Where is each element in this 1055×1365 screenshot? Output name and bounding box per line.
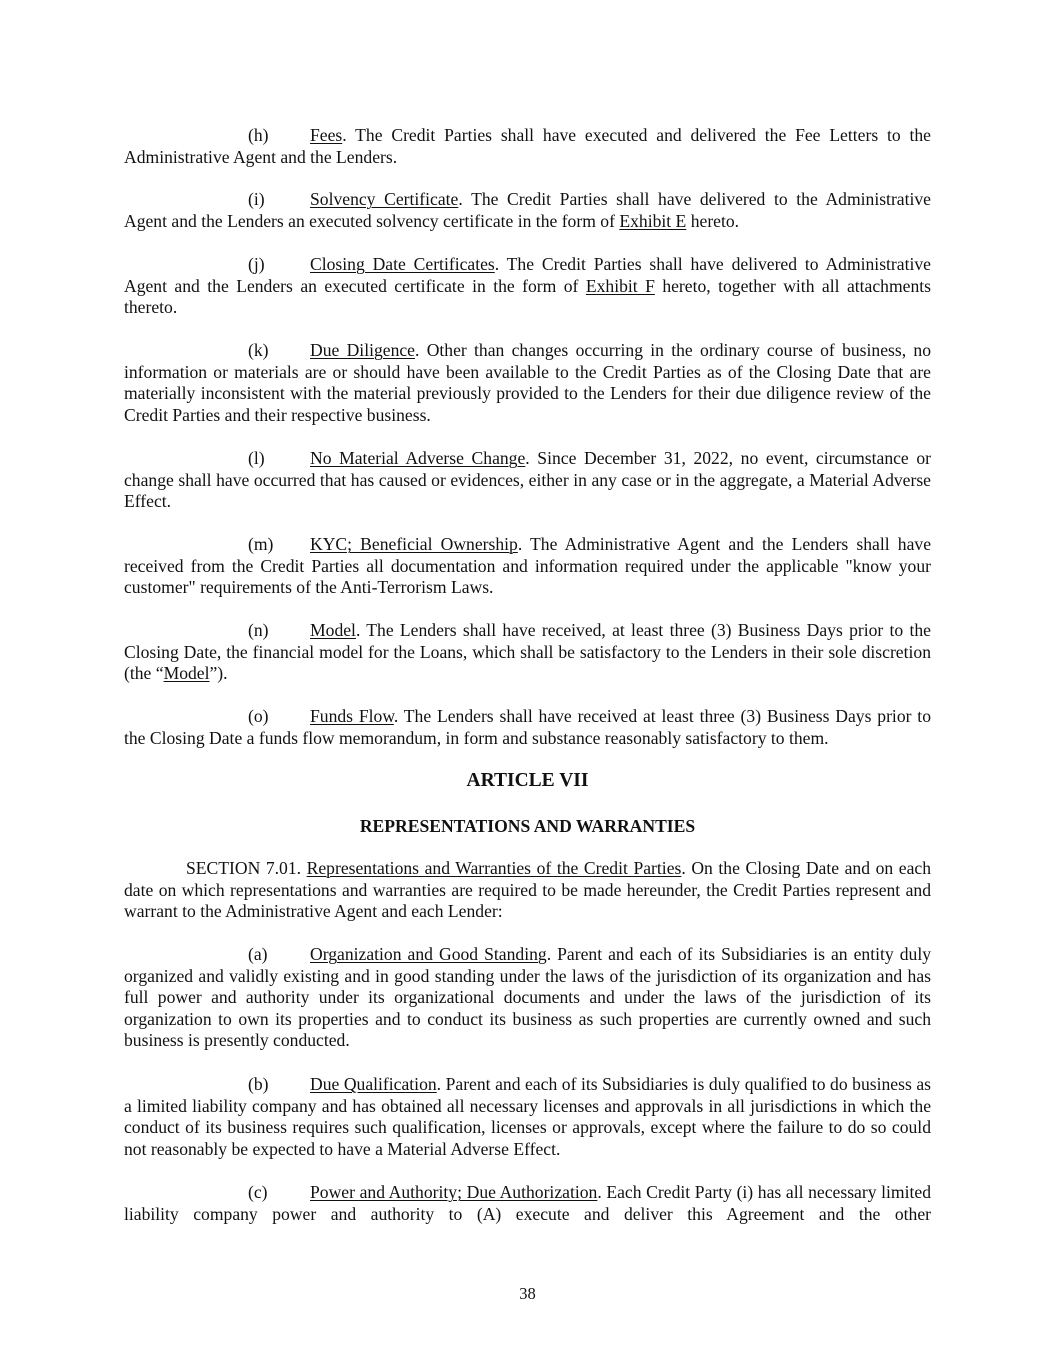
clause-number: (a) — [248, 944, 268, 964]
clause-l — [124, 448, 931, 513]
clause-number: (l) — [248, 448, 265, 468]
clause-title: Fees — [310, 125, 343, 145]
page-number: 38 — [519, 1284, 536, 1303]
clause-number: (h) — [248, 125, 269, 145]
clause-title: No Material Adverse Change — [310, 448, 526, 468]
clause-title: Funds Flow — [310, 706, 394, 726]
exhibit-reference: Exhibit E — [619, 210, 687, 231]
clause-text-tail: hereto. — [686, 210, 740, 231]
clause-text: . Other than changes occurring in the ordinary course of business, no information or materials are or should have been available to the Credit Parties as of the Closing Date that are materially inconsistent with the material previously provided to the Lenders for their due diligence review of the Credit Parties and their respective business. — [124, 340, 931, 425]
section-text: . On the Closing Date and on each date on which representations and warranties are required to be made hereunder, the Credit Parties represent and warrant to the Administrative Agent and each Lender: — [124, 858, 931, 922]
clause-k — [124, 340, 931, 426]
clause-c — [124, 1182, 931, 1225]
clause-text: . The Lenders shall have received at least three (3) Business Days prior to the Closing Date a funds flow memorandum, in form and substance reasonably satisfactory to them. — [124, 706, 931, 748]
clause-j — [124, 254, 931, 319]
clause-m — [124, 534, 931, 599]
clause-title: Model — [310, 620, 356, 640]
clause-text: . The Administrative Agent and the Lenders shall have received from the Credit Parties all documentation and information required under the applicable "know your customer" requirements of the Anti-Terrorism Laws. — [124, 534, 931, 598]
clause-title: Organization and Good Standing — [310, 944, 547, 964]
clause-number: (m) — [248, 534, 274, 554]
exhibit-reference: Exhibit F — [585, 275, 655, 296]
clause-b — [124, 1074, 931, 1160]
clause-text: . Since December 31, 2022, no event, circumstance or change shall have occurred that has caused or evidences, either in any case or in the aggregate, a Material Adverse Effect. — [124, 448, 931, 512]
clause-title: Due Diligence — [310, 340, 415, 360]
clause-title: Closing Date Certificates — [310, 254, 495, 274]
article-subheading: REPRESENTATIONS AND WARRANTIES — [359, 816, 696, 836]
clause-text: . Each Credit Party (i) has all necessary limited liability company power and authority to (A) execute and deliver this Agreement and the other — [124, 1182, 931, 1224]
clause-number: (n) — [248, 620, 269, 640]
clause-text-tail: hereto, together with all attachments thereto. — [124, 275, 931, 318]
clause-text-tail: ”). — [209, 663, 228, 684]
clause-title: Due Qualification — [310, 1074, 437, 1094]
clause-text: . The Credit Parties shall have delivered to the Administrative Agent and the Lenders an executed solvency certificate in the form of — [124, 189, 931, 231]
article-heading: ARTICLE VII — [466, 770, 589, 791]
clause-title: Solvency Certificate — [310, 189, 459, 209]
clause-text: . The Lenders shall have received, at least three (3) Business Days prior to the Closing Date, the financial model for the Loans, which shall be satisfactory to the Lenders in their sole discretion (the “ — [124, 620, 931, 684]
clause-number: (i) — [248, 189, 265, 209]
clause-text: . Parent and each of its Subsidiaries is an entity duly organized and validly existing and in good standing under the laws of the jurisdiction of its organization and has full power and authority under its organizational documents and under the laws of the jurisdiction of its organization to own its properties and to conduct its business as such properties are currently owned and such business is presently conducted. — [124, 944, 932, 1051]
clause-title: Power and Authority; Due Authorization — [310, 1182, 598, 1202]
section-label: SECTION 7.01. — [186, 858, 307, 878]
section-7-01 — [124, 858, 931, 923]
clause-a — [124, 944, 931, 1052]
clause-h — [124, 125, 931, 168]
clause-o — [124, 706, 931, 749]
clause-number: (k) — [248, 340, 269, 360]
clause-text: . Parent and each of its Subsidiaries is duly qualified to do business as a limited liability company and has obtained all necessary licenses and approvals in all jurisdictions in which the conduct of its business requires such qualification, licenses or approvals, except where the failure to do so could not reasonably be expected to have a Material Adverse Effect. — [124, 1074, 931, 1159]
clause-number: (o) — [248, 706, 269, 726]
clause-number: (b) — [248, 1074, 269, 1094]
clause-text: . The Credit Parties shall have executed and delivered the Fee Letters to the Administrative Agent and the Lenders. — [124, 125, 931, 167]
clause-n — [124, 620, 931, 685]
clause-i — [124, 189, 931, 232]
clause-title: KYC; Beneficial Ownership — [310, 534, 518, 554]
defined-term: Model — [163, 663, 210, 684]
clause-text: . The Credit Parties shall have delivered to Administrative Agent and the Lenders an executed certificate in the form of — [124, 254, 931, 296]
clause-number: (j) — [248, 254, 265, 274]
section-title: Representations and Warranties of the Credit Parties — [306, 858, 682, 878]
clause-number: (c) — [248, 1182, 268, 1202]
